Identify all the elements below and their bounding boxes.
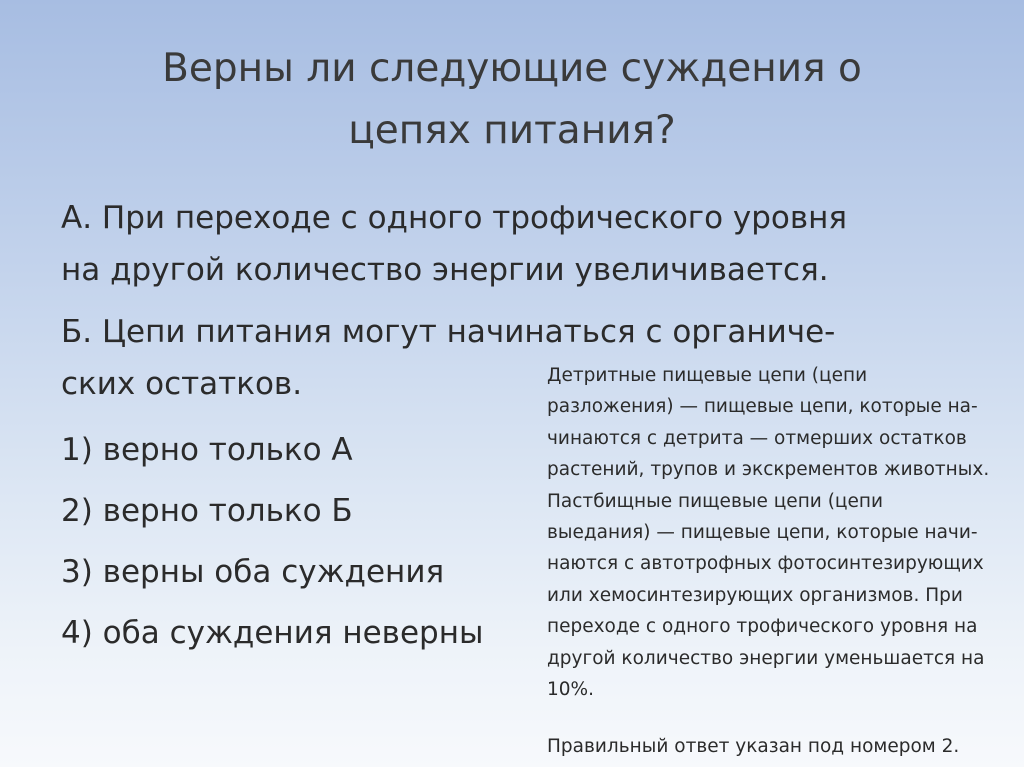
explanation-line: или хемосинтезирующих организмов. При <box>547 584 963 606</box>
statement-a-line: А. При переходе с одного трофического уровня <box>61 200 848 236</box>
answer-option-3: 3) верны оба суждения <box>61 554 445 590</box>
correct-answer-note: Правильный ответ указан под номером 2. <box>547 736 960 757</box>
explanation-line: разложения) — пищевые цепи, которые на- <box>547 396 978 418</box>
answer-option-4: 4) оба суждения неверны <box>61 615 484 651</box>
explanation-line: наются с автотрофных фотосинтезирующих <box>547 553 984 575</box>
slide-title <box>40 38 984 162</box>
title-line: Верны ли следующие суждения о <box>162 46 862 91</box>
answer-option-2: 2) верно только Б <box>61 493 353 529</box>
explanation-line: 10%. <box>547 679 594 701</box>
answer-option-1: 1) верно только А <box>61 432 353 468</box>
explanation-line: чинаются с детрита — отмерших остатков <box>547 427 967 449</box>
statement-b-line: Б. Цепи питания могут начинаться с органиче- <box>61 314 836 350</box>
statement-a <box>61 192 961 296</box>
explanation-line: растений, трупов и экскрементов животных. <box>547 459 990 481</box>
statement-b-line: ских остатков. <box>61 366 303 402</box>
explanation-note <box>547 360 1024 705</box>
explanation-line: переходе с одного трофического уровня на <box>547 616 978 638</box>
explanation-line: Пастбищные пищевые цепи (цепи <box>547 490 883 512</box>
statement-a-line: на другой количество энергии увеличивается. <box>61 252 829 288</box>
title-line: цепях питания? <box>348 108 676 153</box>
explanation-line: другой количество энергии уменьшается на <box>547 647 985 669</box>
explanation-line: Детритные пищевые цепи (цепи <box>547 365 868 386</box>
explanation-line: выедания) — пищевые цепи, которые начи- <box>547 522 978 544</box>
